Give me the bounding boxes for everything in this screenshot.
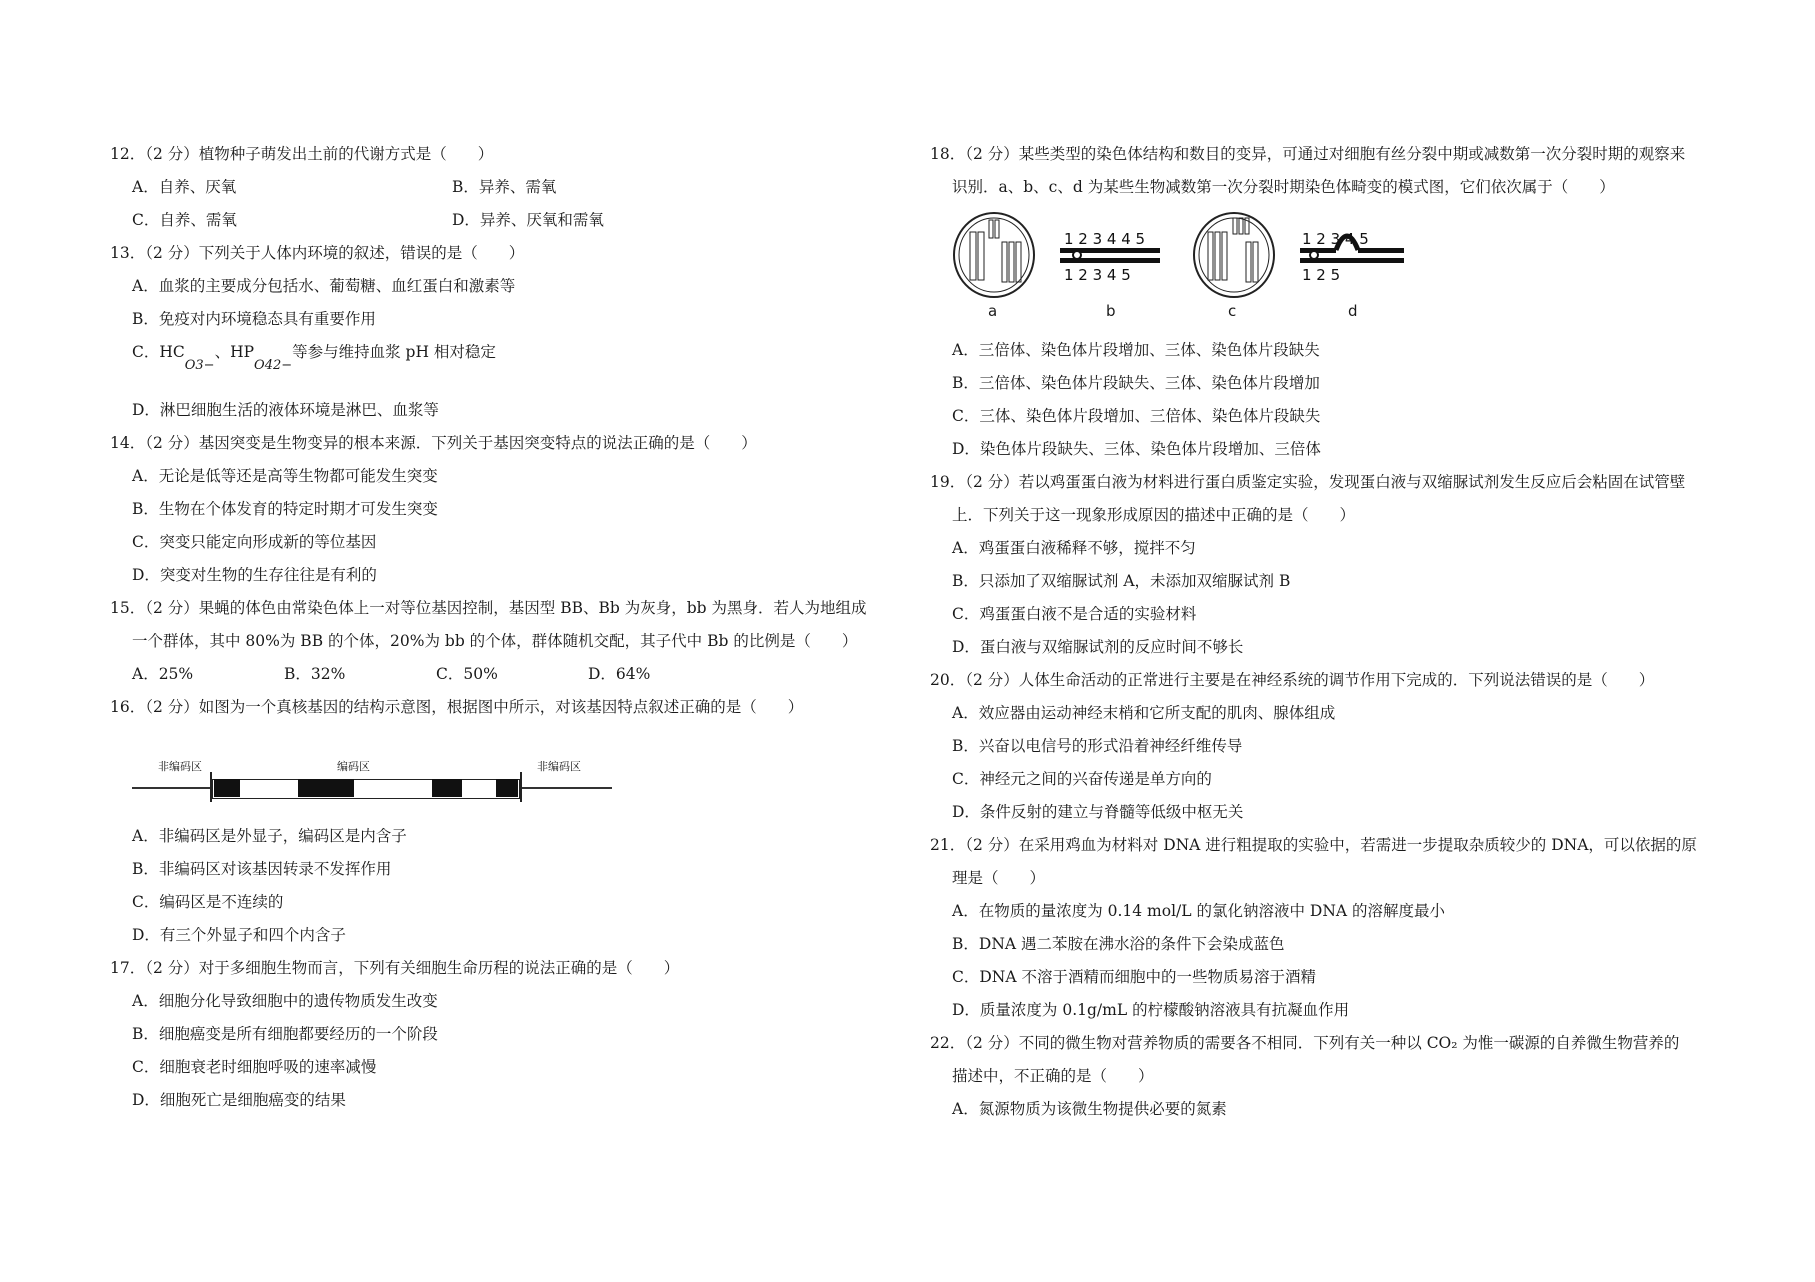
option-c[interactable]: C．50% (436, 665, 498, 683)
phosphate-subscript: O42− (254, 358, 293, 374)
option-c-mid: 、HP (214, 343, 255, 361)
question-15 (110, 592, 910, 691)
option-a[interactable]: A．非编码区是外显子，编码区是内含子 (132, 827, 407, 845)
question-stem: 14．（2 分）基因突变是生物变异的根本来源．下列关于基因突变特点的说法正确的是（ ） (110, 434, 757, 452)
question-stem-line-1: 15．（2 分）果蝇的体色由常染色体上一对等位基因控制，基因型 BB、Bb 为灰身，bb 为黑身．若人为地组成 (110, 599, 867, 617)
question-stem: 17．（2 分）对于多细胞生物而言，下列有关细胞生命历程的说法正确的是（ ） (110, 959, 680, 977)
chromosome-diagrams (952, 210, 1422, 302)
option-a[interactable]: A．无论是低等还是高等生物都可能发生突变 (132, 467, 438, 485)
option-b[interactable]: B．只添加了双缩脲试剂 A，未添加双缩脲试剂 B (952, 572, 1291, 590)
options (110, 658, 910, 691)
option-b[interactable]: B．非编码区对该基因转录不发挥作用 (132, 860, 392, 878)
question-stem: 13．（2 分）下列关于人体内环境的叙述，错误的是（ ） (110, 244, 525, 262)
question-stem: 20．（2 分）人体生命活动的正常进行主要是在神经系统的调节作用下完成的．下列说法错误的是（ ） (930, 671, 1655, 689)
option-d[interactable]: D．突变对生物的生存往往是有利的 (132, 566, 377, 584)
option-b[interactable]: B．兴奋以电信号的形式沿着神经纤维传导 (952, 737, 1243, 755)
question-stem-line-1: 18．（2 分）某些类型的染色体结构和数目的变异，可通过对细胞有丝分裂中期或减数第一次分裂时期的观察来 (930, 145, 1686, 163)
option-d[interactable]: D．染色体片段缺失、三体、染色体片段增加、三倍体 (952, 440, 1321, 458)
bicarbonate-subscript: O3− (184, 358, 215, 374)
option-b[interactable]: B．32% (284, 665, 346, 683)
question-21 (930, 829, 1720, 1027)
question-stem-line-1: 19．（2 分）若以鸡蛋蛋白液为材料进行蛋白质鉴定实验，发现蛋白液与双缩脲试剂发生反应后会粘固在试管壁 (930, 473, 1686, 491)
option-d[interactable]: D．细胞死亡是细胞癌变的结果 (132, 1091, 346, 1109)
diagram-d (1300, 230, 1404, 284)
option-b[interactable]: B．异养、需氧 (452, 178, 557, 196)
option-c-suffix: 等参与维持血浆 pH 相对稳定 (292, 343, 496, 361)
diagram-b (1060, 230, 1160, 284)
caption-d: d (1348, 302, 1358, 320)
caption-a: a (988, 302, 998, 320)
option-d[interactable]: D．蛋白液与双缩脲试剂的反应时间不够长 (952, 638, 1244, 656)
left-column (110, 138, 910, 1117)
question-14 (110, 427, 910, 592)
option-a[interactable]: A．自养、厌氧 (132, 178, 237, 196)
option-d[interactable]: D．异养、厌氧和需氧 (452, 211, 604, 229)
coding-region (212, 779, 520, 799)
b-bottom-labels: 1 2 3 4 5 (1064, 266, 1131, 284)
gene-structure-figure (132, 734, 612, 814)
exon-block (214, 779, 240, 797)
diagram-a (954, 213, 1034, 297)
exon-block (496, 779, 518, 797)
option-b[interactable]: B．三倍体、染色体片段缺失、三体、染色体片段增加 (952, 374, 1320, 392)
option-a[interactable]: A．效应器由运动神经末梢和它所支配的肌肉、腺体组成 (952, 704, 1336, 722)
option-b[interactable]: B．生物在个体发育的特定时期才可发生突变 (132, 500, 438, 518)
question-stem-line-1: 22．（2 分）不同的微生物对营养物质的需要各不相同．下列有关一种以 CO₂ 为惟一碳源的自养微生物营养的 (930, 1034, 1680, 1052)
options (110, 171, 910, 237)
d-top-labels: 1 2 3 4 5 (1302, 230, 1369, 248)
question-stem-line-2: 描述中，不正确的是（ ） (952, 1067, 1154, 1085)
coding-end-tick (520, 772, 522, 802)
option-c[interactable]: C．自养、需氧 (132, 211, 237, 229)
option-c[interactable]: C．突变只能定向形成新的等位基因 (132, 533, 377, 551)
exon-block (432, 779, 462, 797)
question-stem-line-1: 21．（2 分）在采用鸡血为材料对 DNA 进行粗提取的实验中，若需进一步提取杂质较少的 DNA，可以依据的原 (930, 836, 1697, 854)
question-18 (930, 138, 1720, 466)
option-b[interactable]: B．细胞癌变是所有细胞都要经历的一个阶段 (132, 1025, 438, 1043)
question-stem-line-2: 理是（ ） (952, 869, 1046, 887)
option-d[interactable]: D．淋巴细胞生活的液体环境是淋巴、血浆等 (132, 401, 439, 419)
option-b[interactable]: B．DNA 遇二苯胺在沸水浴的条件下会染成蓝色 (952, 935, 1285, 953)
question-stem-line-2: 识别．a、b、c、d 为某些生物减数第一次分裂时期染色体畸变的模式图，它们依次属于（ ） (952, 178, 1615, 196)
option-c[interactable]: C．神经元之间的兴奋传递是单方向的 (952, 770, 1212, 788)
question-12 (110, 138, 910, 237)
option-a[interactable]: A．鸡蛋蛋白液稀释不够，搅拌不匀 (952, 539, 1196, 557)
question-20 (930, 664, 1720, 829)
option-a[interactable]: A．血浆的主要成分包括水、葡萄糖、血红蛋白和激素等 (132, 277, 516, 295)
b-top-labels: 1 2 3 4 4 5 (1064, 230, 1146, 248)
question-13 (110, 237, 910, 427)
option-c[interactable]: C．鸡蛋蛋白液不是合适的实验材料 (952, 605, 1197, 623)
caption-b: b (1106, 302, 1116, 320)
option-a[interactable]: A．三倍体、染色体片段增加、三体、染色体片段缺失 (952, 341, 1320, 359)
option-a[interactable]: A．25% (132, 665, 194, 683)
option-d[interactable]: D．质量浓度为 0.1g/mL 的柠檬酸钠溶液具有抗凝血作用 (952, 1001, 1350, 1019)
option-c[interactable]: C．三体、染色体片段增加、三倍体、染色体片段缺失 (952, 407, 1321, 425)
question-19 (930, 466, 1720, 664)
question-16 (110, 691, 910, 952)
chromosome-aberration-figure (952, 210, 1422, 330)
option-d[interactable]: D．64% (588, 665, 651, 683)
question-17 (110, 952, 910, 1117)
option-c[interactable]: C．细胞衰老时细胞呼吸的速率减慢 (132, 1058, 377, 1076)
right-column (930, 138, 1720, 1126)
option-a[interactable]: A．氮源物质为该微生物提供必要的氮素 (952, 1100, 1227, 1118)
d-bottom-labels: 1 2 5 (1302, 266, 1341, 284)
option-a[interactable]: A．细胞分化导致细胞中的遗传物质发生改变 (132, 992, 438, 1010)
caption-c: c (1228, 302, 1237, 320)
option-a[interactable]: A．在物质的量浓度为 0.14 mol/L 的氯化钠溶液中 DNA 的溶解度最小 (952, 902, 1446, 920)
option-c[interactable]: C．编码区是不连续的 (132, 893, 284, 911)
question-stem-line-2: 一个群体，其中 80%为 BB 的个体，20%为 bb 的个体，群体随机交配，其子代中 Bb 的比例是（ ） (132, 632, 858, 650)
noncoding-right-label: 非编码区 (537, 760, 581, 773)
question-stem: 12．（2 分）植物种子萌发出土前的代谢方式是（ ） (110, 145, 494, 163)
option-d[interactable]: D．有三个外显子和四个内含子 (132, 926, 346, 944)
coding-label: 编码区 (337, 760, 370, 773)
noncoding-left-label: 非编码区 (158, 760, 202, 773)
option-d[interactable]: D．条件反射的建立与脊髓等低级中枢无关 (952, 803, 1244, 821)
question-stem: 16．（2 分）如图为一个真核基因的结构示意图，根据图中所示，对该基因特点叙述正确的是（ ） (110, 698, 804, 716)
question-22 (930, 1027, 1720, 1126)
exon-block (298, 779, 354, 797)
diagram-c (1194, 213, 1274, 297)
option-b[interactable]: B．免疫对内环境稳态具有重要作用 (132, 310, 376, 328)
question-stem-line-2: 上．下列关于这一现象形成原因的描述中正确的是（ ） (952, 506, 1356, 524)
option-c[interactable]: C．DNA 不溶于酒精而细胞中的一些物质易溶于酒精 (952, 968, 1316, 986)
option-c[interactable] (110, 336, 910, 394)
option-c-prefix: C．HC (132, 343, 185, 361)
